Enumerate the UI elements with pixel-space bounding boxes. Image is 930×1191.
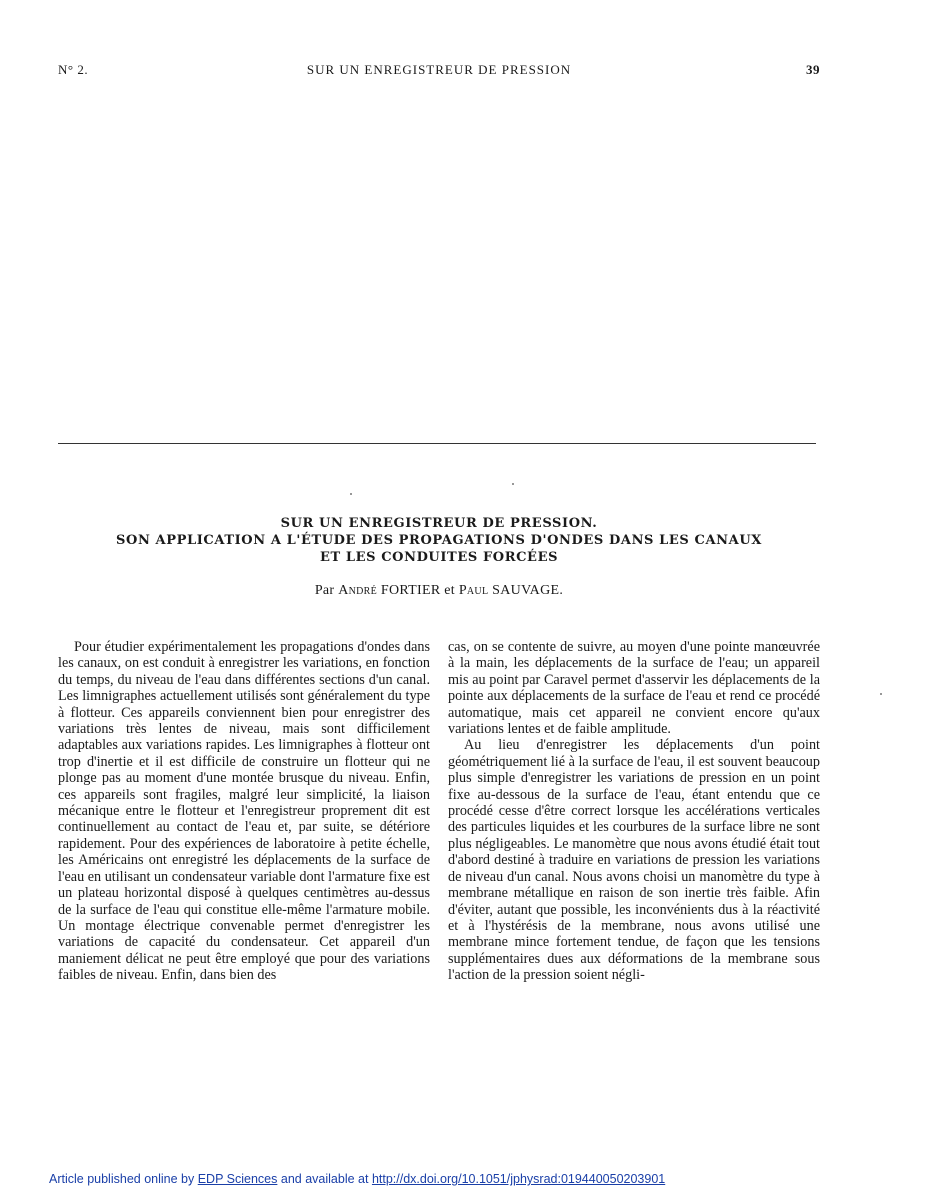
footer-text-1: Article published online by bbox=[49, 1172, 195, 1186]
byline bbox=[58, 583, 820, 599]
article-title-line-1: SUR UN ENREGISTREUR DE PRESSION. bbox=[280, 516, 598, 531]
article-body bbox=[58, 639, 824, 1079]
article-header bbox=[58, 515, 820, 599]
author-1-first-name: André bbox=[338, 583, 378, 598]
author-2-last-name: SAUVAGE. bbox=[492, 583, 564, 598]
doi-link[interactable]: http://dx.doi.org/10.1051/jphysrad:019440050203901 bbox=[371, 1172, 666, 1186]
publication-footer bbox=[49, 1172, 909, 1186]
author-1-last-name: FORTIER bbox=[380, 583, 441, 598]
footer-text-2: and available at bbox=[280, 1172, 369, 1186]
page-number: 39 bbox=[806, 62, 820, 77]
section-divider bbox=[58, 443, 816, 444]
running-head bbox=[58, 62, 820, 82]
body-paragraph: Pour étudier expérimentalement les propagations d'ondes dans les canaux, on est conduit à enregistrer les variations, en fonction du temps, du niveau de l'eau dans différentes sections d'un canal. Les limnigraphes actuellement utilisés sont généralement du type à flotteur. Ces appareils conviennent bien pour enregistrer des variations très lentes de niveau, mais sont difficilement adaptables aux variations rapides. Les limnigraphes à flotteur ont trop d'inertie et il est difficile de construire un flotteur qui ne plonge pas au moment d'une montée brusque du niveau. Enfin, ces appareils sont fragiles, malgré leur simplicité, la liaison mécanique entre le flotteur et l'enregistreur proprement dit est continuellement au contact de l'eau et, par suite, se détériore rapidement. Pour des expériences de laboratoire à petite échelle, les Américains ont enregistré les déplacements de la surface de l'eau en utilisant un condensateur variable dont l'armature fixe est un plateau horizontal disposé à quelques centimètres au-dessus de la surface de l'eau qui constitue elle-même l'armature mobile. Un montage électrique convenable permet d'enregistrer les variations de capacité du condensateur. Cet appareil d'un maniement délicat ne peut être employé que pour des variations faibles de niveau. Enfin, dans bien des bbox=[58, 639, 430, 984]
print-speck bbox=[350, 493, 352, 495]
byline-prefix: Par bbox=[314, 583, 335, 598]
publisher-link[interactable]: EDP Sciences bbox=[197, 1172, 278, 1186]
article-title-line-3: ET LES CONDUITES FORCÉES bbox=[319, 550, 559, 565]
byline-conjunction: et bbox=[444, 583, 455, 598]
author-2-first-name: Paul bbox=[458, 583, 489, 598]
print-speck bbox=[512, 483, 514, 485]
body-paragraph: Au lieu d'enregistrer les déplacements d'un point géométriquement lié à la surface de l'eau, il est souvent beaucoup plus simple d'enregistrer les variations de pression en un point fixe au-dessous de la surface de l'eau, étant entendu que ce procédé cesse d'être correct lorsque les accélérations verticales des particules liquides et les courbures de la surface libre ne sont plus négligeables. Le manomètre que nous avons étudié était tout d'abord destiné à traduire en variations de pression les variations de niveau d'un canal. Nous avons choisi un manomètre du type à membrane métallique en raison de son inertie très faible. Afin d'éviter, autant que possible, les inconvénients dus à la réactivité et à l'hystérésis de la membrane, nous avons utilisé une membrane mince fortement tendue, de façon que les tensions supplémentaires dues aux déformations de la membrane sous l'action de la pression soient négli- bbox=[448, 737, 820, 984]
right-column bbox=[448, 639, 820, 984]
print-speck bbox=[880, 693, 882, 695]
running-title: SUR UN ENREGISTREUR DE PRESSION bbox=[306, 62, 572, 77]
body-paragraph-continued: cas, on se contente de suivre, au moyen d'une pointe manœuvrée à la main, les déplacements de la surface de l'eau; un appareil mis au point par Caravel permet d'asservir les déplacements de la pointe aux déplacements de la surface de l'eau et rend ce procédé automatique, mais cet appareil ne convient encore qu'aux variations lentes et de faible amplitude. bbox=[448, 639, 820, 738]
left-column bbox=[58, 639, 430, 984]
article-title-line-2: SON APPLICATION A L'ÉTUDE DES PROPAGATIONS D'ONDES DANS LES CANAUX bbox=[116, 533, 762, 548]
issue-number: N° 2. bbox=[58, 62, 89, 77]
